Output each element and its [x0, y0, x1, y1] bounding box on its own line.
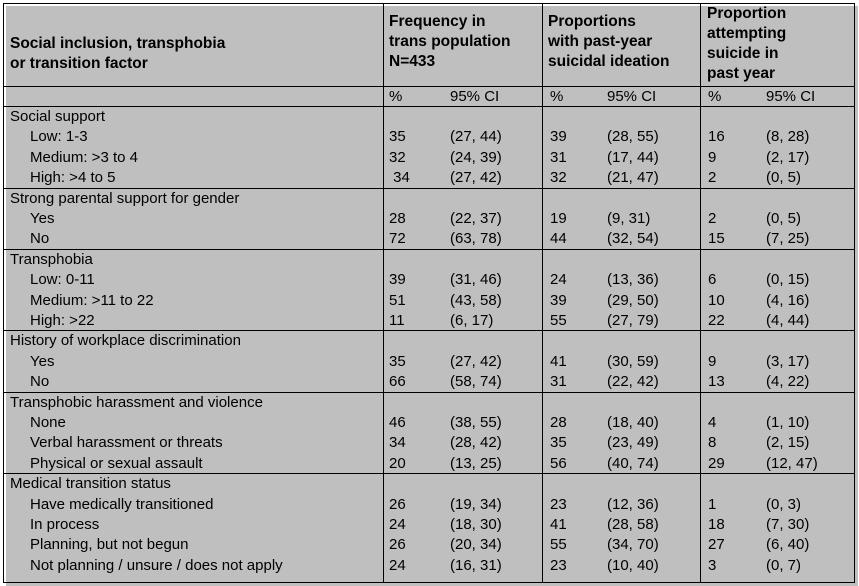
row-label: Not planning / unsure / does not apply	[30, 556, 283, 574]
cell-attempt-ci: (8, 28)	[766, 128, 810, 146]
subheader-ci-attempt: 95% CI	[766, 88, 816, 105]
subheader-pct-ideation: %	[550, 88, 564, 105]
header-rule	[3, 86, 855, 87]
cell-frequency-ci: (22, 37)	[450, 210, 502, 227]
cell-frequency-ci: (20, 34)	[450, 536, 502, 554]
cell-attempt-ci: (0, 3)	[766, 495, 802, 513]
group-title: Social support	[10, 108, 106, 125]
group-title: Medical transition status	[10, 475, 171, 493]
cell-frequency-ci: (16, 31)	[450, 556, 502, 574]
cell-frequency-pct: 24	[389, 516, 406, 533]
cell-attempt-pct: 16	[708, 128, 725, 146]
row-label: Low: 1-3	[30, 128, 88, 146]
cell-frequency-ci: (24, 39)	[450, 148, 502, 166]
cell-frequency-ci: (18, 30)	[450, 516, 502, 533]
column-divider	[542, 3, 543, 583]
cell-attempt-ci: (7, 25)	[766, 230, 810, 248]
group-rule	[3, 249, 855, 250]
cell-attempt-pct: 18	[708, 516, 725, 533]
cell-ideation-pct: 19	[550, 210, 567, 227]
cell-frequency-ci: (13, 25)	[450, 454, 502, 472]
cell-frequency-pct: 72	[389, 230, 406, 248]
cell-frequency-pct: 35	[389, 128, 406, 146]
cell-attempt-pct: 4	[708, 414, 717, 431]
cell-frequency-pct: 20	[389, 454, 406, 472]
cell-frequency-ci: (28, 42)	[450, 434, 502, 452]
cell-ideation-pct: 39	[550, 291, 567, 309]
cell-frequency-ci: (27, 44)	[450, 128, 502, 146]
cell-frequency-pct: 51	[389, 291, 406, 309]
cell-ideation-ci: (23, 49)	[607, 434, 659, 452]
cell-attempt-pct: 2	[708, 210, 717, 227]
subheader-ci-frequency: 95% CI	[450, 88, 500, 105]
row-label: Medium: >3 to 4	[30, 148, 138, 166]
cell-frequency-pct: 26	[389, 495, 406, 513]
cell-attempt-pct: 3	[708, 556, 717, 574]
cell-attempt-ci: (4, 44)	[766, 312, 810, 329]
cell-attempt-pct: 6	[708, 271, 717, 289]
cell-ideation-pct: 39	[550, 128, 567, 146]
cell-attempt-ci: (4, 22)	[766, 373, 810, 391]
column-divider	[383, 3, 384, 583]
subheader-ci-ideation: 95% CI	[607, 88, 657, 105]
cell-frequency-pct: 34	[389, 169, 410, 187]
cell-frequency-pct: 11	[389, 312, 405, 329]
cell-ideation-ci: (30, 59)	[607, 352, 659, 370]
cell-attempt-ci: (3, 17)	[766, 352, 810, 370]
cell-ideation-ci: (17, 44)	[607, 148, 659, 166]
cell-frequency-pct: 35	[389, 352, 406, 370]
row-label: High: >4 to 5	[30, 169, 116, 187]
cell-ideation-ci: (40, 74)	[607, 454, 659, 472]
cell-attempt-ci: (6, 40)	[766, 536, 810, 554]
cell-attempt-ci: (1, 10)	[766, 414, 810, 431]
cell-frequency-pct: 46	[389, 414, 406, 431]
cell-frequency-ci: (63, 78)	[450, 230, 502, 248]
cell-frequency-pct: 34	[389, 434, 406, 452]
cell-frequency-ci: (27, 42)	[450, 169, 502, 187]
cell-attempt-ci: (7, 30)	[766, 516, 810, 533]
row-label: None	[30, 414, 66, 431]
row-label: Have medically transitioned	[30, 495, 214, 513]
row-label: No	[30, 230, 50, 248]
cell-ideation-ci: (32, 54)	[607, 230, 659, 248]
row-label: Planning, but not begun	[30, 536, 189, 554]
cell-frequency-ci: (19, 34)	[450, 495, 502, 513]
cell-attempt-pct: 1	[708, 495, 717, 513]
row-label: Yes	[30, 352, 55, 370]
cell-frequency-pct: 28	[389, 210, 406, 227]
cell-attempt-pct: 8	[708, 434, 717, 452]
cell-attempt-pct: 27	[708, 536, 725, 554]
row-label: Low: 0-11	[30, 271, 95, 289]
column-divider	[700, 3, 701, 583]
header-attempt: Proportion attempting suicide in past year	[707, 5, 787, 82]
cell-frequency-ci: (31, 46)	[450, 271, 502, 289]
cell-attempt-pct: 13	[708, 373, 725, 391]
cell-ideation-ci: (12, 36)	[607, 495, 659, 513]
row-label: Yes	[30, 210, 55, 227]
group-title: Transphobic harassment and violence	[10, 393, 263, 411]
cell-frequency-pct: 26	[389, 536, 406, 554]
cell-ideation-ci: (27, 79)	[607, 312, 659, 329]
cell-ideation-pct: 32	[550, 169, 567, 187]
cell-frequency-pct: 32	[389, 148, 406, 166]
cell-ideation-ci: (29, 50)	[607, 291, 659, 309]
cell-frequency-ci: (27, 42)	[450, 352, 502, 370]
cell-ideation-pct: 44	[550, 230, 567, 248]
cell-frequency-ci: (6, 17)	[450, 312, 494, 329]
cell-attempt-ci: (2, 15)	[766, 434, 810, 452]
cell-frequency-pct: 24	[389, 556, 406, 574]
cell-frequency-pct: 39	[389, 271, 406, 289]
cell-attempt-pct: 22	[708, 312, 725, 329]
cell-ideation-pct: 31	[550, 373, 567, 391]
cell-attempt-pct: 29	[708, 454, 725, 472]
subheader-rule	[3, 106, 855, 107]
group-title: Strong parental support for gender	[10, 189, 240, 207]
cell-frequency-ci: (38, 55)	[450, 414, 502, 431]
cell-frequency-ci: (58, 74)	[450, 373, 502, 391]
cell-ideation-ci: (18, 40)	[607, 414, 659, 431]
row-label: High: >22	[30, 312, 95, 329]
group-title: History of workplace discrimination	[10, 332, 241, 350]
group-title: Transphobia	[10, 250, 93, 268]
cell-ideation-ci: (10, 40)	[607, 556, 659, 574]
cell-ideation-pct: 41	[550, 516, 567, 533]
cell-ideation-pct: 56	[550, 454, 567, 472]
row-label: No	[30, 373, 50, 391]
cell-attempt-pct: 9	[708, 352, 717, 370]
cell-ideation-pct: 23	[550, 556, 567, 574]
row-label: Physical or sexual assault	[30, 454, 203, 472]
cell-ideation-ci: (34, 70)	[607, 536, 659, 554]
cell-attempt-ci: (2, 17)	[766, 148, 810, 166]
cell-attempt-ci: (0, 5)	[766, 169, 802, 187]
cell-ideation-pct: 41	[550, 352, 567, 370]
cell-attempt-ci: (12, 47)	[766, 454, 818, 472]
cell-ideation-pct: 24	[550, 271, 567, 289]
cell-attempt-ci: (0, 15)	[766, 271, 810, 289]
row-label: Verbal harassment or threats	[30, 434, 223, 452]
cell-ideation-pct: 55	[550, 312, 567, 329]
cell-attempt-ci: (0, 5)	[766, 210, 802, 227]
cell-frequency-pct: 66	[389, 373, 406, 391]
cell-ideation-pct: 23	[550, 495, 567, 513]
cell-ideation-ci: (9, 31)	[607, 210, 651, 227]
cell-attempt-ci: (0, 7)	[766, 556, 802, 574]
header-factor: Social inclusion, transphobia or transition factor	[10, 35, 226, 72]
cell-ideation-ci: (13, 36)	[607, 271, 659, 289]
row-label: Medium: >11 to 22	[30, 291, 154, 309]
cell-ideation-ci: (28, 58)	[607, 516, 659, 533]
subheader-pct-attempt: %	[708, 88, 722, 105]
cell-ideation-ci: (21, 47)	[607, 169, 659, 187]
cell-attempt-pct: 9	[708, 148, 717, 166]
cell-ideation-pct: 28	[550, 414, 567, 431]
cell-attempt-ci: (4, 16)	[766, 291, 810, 309]
cell-attempt-pct: 10	[708, 291, 725, 309]
cell-ideation-pct: 55	[550, 536, 567, 554]
cell-attempt-pct: 2	[708, 169, 717, 187]
header-frequency: Frequency in trans population N=433	[389, 13, 511, 70]
subheader-pct-frequency: %	[389, 88, 403, 105]
cell-ideation-pct: 31	[550, 148, 567, 166]
cell-ideation-ci: (28, 55)	[607, 128, 659, 146]
cell-ideation-pct: 35	[550, 434, 567, 452]
cell-attempt-pct: 15	[708, 230, 725, 248]
header-ideation: Proportions with past-year suicidal ideation	[548, 13, 670, 70]
cell-frequency-ci: (43, 58)	[450, 291, 502, 309]
row-label: In process	[30, 516, 100, 533]
cell-ideation-ci: (22, 42)	[607, 373, 659, 391]
